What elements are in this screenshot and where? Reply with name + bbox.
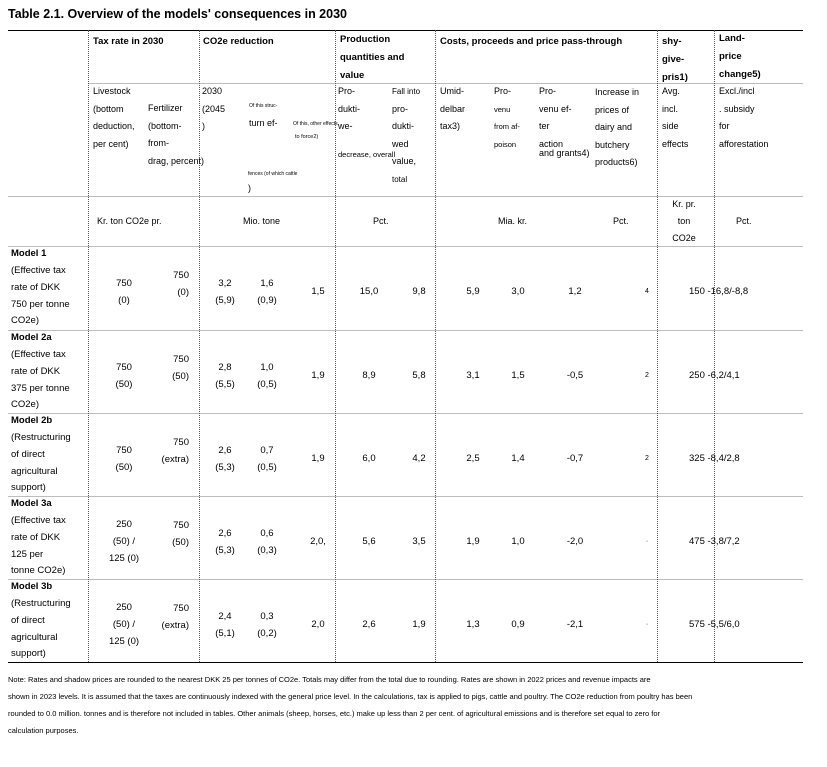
subheader-line: side [662, 121, 679, 131]
cell-umid [466, 283, 479, 300]
cell-proceeds-after [567, 450, 583, 467]
subheader-line: ) [202, 121, 205, 131]
subheader-proceeds [494, 83, 520, 153]
unit-line: Kr. pr. [672, 199, 696, 209]
cell-proceeds-after [567, 616, 583, 633]
subheader-co2-struct: turn ef- [249, 118, 278, 128]
cell-proceeds [511, 616, 524, 633]
cell-proceeds-after-line: -2,0 [566, 536, 584, 547]
subheader-co2-struct-title: Of this struc- [249, 103, 278, 109]
header-shadow [662, 33, 688, 87]
cell-proceeds-line: 0,9 [511, 619, 525, 630]
subheader-line: butchery [595, 139, 630, 150]
cell-co2-struct-line: 0,3 [260, 610, 274, 622]
subheader-line: per cent) [93, 138, 129, 149]
cell-fertilizer-line: (50) [172, 370, 189, 382]
cell-fertilizer-line: 750 [173, 353, 189, 365]
cell-fertilizer [172, 517, 189, 551]
col-sep-costs [435, 30, 436, 662]
subheader-line: total [392, 174, 408, 184]
cell-livestock-line: 250 [116, 519, 132, 530]
subheader-line: action [539, 138, 564, 149]
cell-fertilizer [162, 434, 189, 468]
table-note [8, 671, 798, 739]
cell-proceeds [511, 533, 524, 550]
subheader-line: venu [494, 104, 511, 114]
note-line: shown in 2023 levels. It is assumed that the taxes are continuously indexed with the general price level. In the calculations, tax is applied to pigs, cattle and poultry. The CO2e reduction from poultry has been [8, 692, 693, 701]
subheader-line: 2030 [202, 86, 223, 96]
cell-livestock [109, 599, 139, 650]
cell-co2-struct-line: (0,2) [257, 627, 277, 639]
cell-prod-fall-line: 1,9 [412, 619, 426, 630]
cell-umid-line: 1,3 [466, 619, 480, 630]
cell-proceeds [511, 283, 524, 300]
cell-umid [466, 616, 479, 633]
header-shadow-line: shy- [662, 36, 682, 47]
model-name [11, 581, 52, 592]
cell-livestock-line: 125 (0) [108, 553, 140, 564]
cell-shadow-land [689, 283, 748, 300]
cell-co2-total-line: 2,4 [218, 610, 232, 622]
model-description-line: CO2e) [11, 315, 39, 327]
cell-livestock [116, 359, 133, 393]
header-shadow-line: pris1) [662, 72, 688, 83]
rule-model-1 [8, 330, 803, 331]
subheader-co2-2030 [202, 83, 225, 136]
header-production-line: Production [340, 34, 391, 45]
table-title: Table 2.1. Overview of the models' consequences in 2030 [8, 7, 347, 21]
cell-umid [466, 367, 479, 384]
cell-livestock-line: 750 [116, 277, 132, 289]
cell-increase-line: · [645, 538, 649, 545]
cell-shadow-land [689, 450, 740, 467]
subheader-line: venu ef- [539, 103, 572, 114]
cell-co2-other-line: 2,0 [311, 619, 325, 630]
cell-co2-struct-line: (0,5) [257, 461, 277, 473]
cell-livestock-line: (50) / [112, 619, 136, 630]
cell-proceeds-after [567, 533, 583, 550]
subheader-co2-fences: fences (of which cattle [248, 171, 298, 177]
cell-co2-struct-line: 1,6 [260, 277, 274, 289]
cell-fertilizer-line: 750 [173, 602, 189, 614]
cell-co2-other-line: 2,0, [310, 536, 326, 547]
subheader-line: Pro- [494, 86, 512, 96]
cell-increase [645, 367, 649, 384]
cell-proceeds-after-line: 1,2 [568, 286, 582, 297]
subheader-line: Livestock [93, 86, 131, 96]
unit-co2: Mio. tone [243, 216, 281, 226]
model-description-line: rate of DKK [11, 531, 61, 543]
cell-proceeds-line: 1,5 [511, 370, 525, 381]
subheader-line: dukti- [338, 103, 361, 114]
cell-fertilizer-line: 750 [173, 269, 189, 281]
rule-model-3a [8, 579, 803, 580]
col-sep-tax [88, 30, 89, 662]
model-name-line: Model 2a [11, 332, 52, 343]
cell-shadow-land-line: 250 -6,2/4,1 [689, 370, 740, 381]
cell-livestock-line: (0) [118, 294, 130, 306]
model-description-line: 375 per tonne [11, 382, 70, 394]
cell-prod-decrease-line: 6,0 [362, 453, 376, 464]
model-description-line: rate of DKK [11, 365, 61, 377]
cell-fertilizer [162, 600, 189, 634]
cell-livestock [116, 442, 133, 476]
subheader-line: delbar [440, 103, 466, 114]
cell-umid-line: 5,9 [466, 286, 480, 297]
subheader-line: (bottom [93, 103, 124, 114]
model-description [11, 347, 70, 414]
subheader-line: from- [148, 138, 169, 148]
header-production [340, 31, 404, 85]
subheader-livestock [93, 83, 135, 153]
header-land-line: Land- [719, 33, 745, 44]
cell-co2-total [215, 525, 235, 559]
cell-co2-total-line: (5,1) [215, 627, 235, 639]
cell-co2-total [215, 359, 235, 393]
cell-co2-total-line: 2,8 [218, 361, 232, 373]
cell-prod-fall [412, 367, 425, 384]
cell-livestock-line: 250 [116, 602, 132, 613]
cell-co2-total [215, 442, 235, 476]
note-line: calculation purposes. [8, 726, 79, 735]
cell-fertilizer [173, 267, 189, 301]
model-description-line: support) [11, 482, 46, 494]
model-description-line: (Effective tax [11, 515, 66, 526]
header-land-line: price [719, 51, 742, 62]
subheader-line: afforestation [719, 138, 769, 149]
cell-proceeds-after-line: -2,1 [566, 619, 584, 630]
subheader-line: Excl./incl [719, 86, 755, 96]
subheader-line: (2045 [202, 103, 226, 114]
model-description-line: (Effective tax [11, 265, 66, 276]
model-name [11, 248, 46, 259]
cell-co2-other-line: 1,9 [311, 453, 325, 464]
cell-co2-total-line: (5,5) [215, 378, 235, 390]
cell-umid-line: 2,5 [466, 453, 480, 464]
header-land-line: change5) [719, 69, 761, 80]
cell-livestock-line: 750 [116, 361, 132, 373]
cell-prod-decrease-line: 15,0 [359, 286, 379, 297]
cell-prod-fall [412, 283, 425, 300]
cell-proceeds-line: 3,0 [511, 286, 525, 297]
subheader-increase [595, 84, 639, 172]
unit-increase: Pct. [613, 216, 629, 226]
subheader-co2-other: Of this, other effects [293, 121, 338, 127]
model-name [11, 498, 52, 509]
cell-proceeds [511, 367, 524, 384]
model-description-line: agricultural [11, 465, 58, 477]
subheader-line: drag, percent) [148, 155, 205, 166]
cell-umid-line: 3,1 [466, 370, 480, 381]
cell-prod-decrease [360, 283, 379, 300]
cell-increase [645, 450, 649, 467]
cell-co2-struct-line: 1,0 [260, 361, 274, 373]
cell-co2-total [215, 275, 235, 309]
subheader-line: Pro- [338, 86, 356, 96]
model-name-line: Model 2b [11, 415, 53, 426]
model-description-line: (Restructuring [11, 432, 71, 443]
subheader-line: Increase in [595, 87, 640, 97]
cell-proceeds-line: 1,0 [511, 536, 525, 547]
cell-livestock-line: (50) [115, 378, 133, 390]
cell-fertilizer-line: (extra) [161, 619, 189, 631]
cell-increase-line: 2 [645, 455, 649, 462]
cell-co2-struct-line: 0,7 [260, 444, 274, 456]
subheader-line: dukti- [392, 121, 415, 131]
header-shadow-line: give- [662, 54, 685, 65]
subheader-co2-struct-paren: ) [248, 183, 251, 193]
header-tax: Tax rate in 2030 [93, 36, 164, 47]
subheader-prod-decrease-2: decrease, overall [338, 150, 396, 159]
model-description-line: tonne CO2e) [11, 565, 66, 577]
cell-proceeds [511, 450, 524, 467]
cell-shadow-land-line: 150 -16,8/-8,8 [689, 286, 749, 297]
cell-umid-line: 1,9 [466, 536, 480, 547]
cell-co2-other-line: 1,5 [311, 286, 325, 297]
cell-co2-struct [257, 275, 277, 309]
subheader-line: Avg. [662, 86, 680, 96]
note-line: rounded to 0.0 million. tonnes and is therefore not included in tables. Other animals (sheep, horses, etc.) make up less than 2 per cent. of agricultural emissions and is therefore set equal to zero for [8, 709, 661, 718]
cell-shadow-land-line: 325 -8,4/2,8 [689, 453, 740, 464]
subheader-line: . subsidy [719, 103, 755, 114]
rule-top [8, 30, 803, 31]
col-sep-shadow [657, 30, 658, 662]
header-production-line: quantities and [340, 52, 405, 63]
model-description-line: (Effective tax [11, 349, 66, 360]
cell-prod-decrease-line: 8,9 [362, 370, 376, 381]
unit-line: CO2e [672, 233, 696, 243]
model-description-line: support) [11, 648, 46, 660]
subheader-proceeds-after [539, 83, 572, 153]
unit-shadow [672, 196, 696, 247]
rule-model-2b [8, 496, 803, 497]
cell-prod-decrease [362, 450, 375, 467]
subheader-line: poison [494, 139, 517, 149]
cell-co2-other-line: 1,9 [311, 370, 325, 381]
subheader-line: ter [539, 121, 550, 131]
cell-increase-line: 2 [645, 372, 649, 379]
cell-co2-other [311, 450, 324, 467]
model-description-line: of direct [11, 448, 45, 460]
model-name-line: Model 1 [11, 248, 47, 259]
model-description [11, 513, 66, 580]
subheader-line: products6) [595, 157, 638, 167]
cell-co2-struct-line: 0,6 [260, 527, 274, 539]
model-description [11, 430, 71, 497]
cell-livestock-line: 125 (0) [108, 636, 140, 647]
cell-co2-total-line: (5,3) [215, 461, 235, 473]
subheader-line: (bottom- [148, 120, 182, 131]
cell-fertilizer-line: 750 [173, 519, 189, 531]
model-description-line: 125 per [11, 548, 44, 560]
cell-increase [645, 283, 649, 300]
subheader-line: pro- [392, 103, 409, 114]
cell-prod-fall [412, 616, 425, 633]
cell-co2-struct-line: (0,3) [257, 544, 277, 556]
cell-shadow-land [689, 616, 740, 633]
subheader-line: Fertilizer [148, 103, 183, 113]
cell-proceeds-after-line: -0,5 [566, 370, 584, 381]
subheader-proceeds-after-2: and grants4) [539, 148, 590, 158]
subheader-line: tax3) [440, 121, 461, 131]
unit-land: Pct. [736, 216, 752, 226]
subheader-land [719, 83, 768, 153]
cell-shadow-land-line: 475 -3,8/7,2 [689, 536, 740, 547]
cell-fertilizer-line: 750 [173, 436, 189, 448]
subheader-line: for [719, 121, 730, 131]
subheader-line: Fall into [392, 87, 421, 96]
unit-tax: Kr. ton CO2e pr. [97, 216, 162, 226]
cell-prod-decrease [362, 533, 375, 550]
cell-umid [466, 450, 479, 467]
cell-co2-struct-line: (0,5) [257, 378, 277, 390]
subheader-prod-fall [392, 83, 420, 188]
subheader-prod-decrease [338, 83, 360, 136]
rule-bottom [8, 662, 803, 663]
subheader-line: deduction, [93, 121, 135, 131]
col-sep-land [714, 30, 715, 662]
header-costs: Costs, proceeds and price pass-through [440, 36, 623, 47]
unit-line: ton [677, 216, 691, 226]
header-land [719, 30, 761, 84]
cell-proceeds-after [567, 367, 583, 384]
cell-fertilizer-line: (50) [172, 536, 189, 548]
cell-prod-decrease-line: 2,6 [362, 619, 376, 630]
subheader-line: dairy and [595, 122, 633, 132]
subheader-umid [440, 83, 465, 136]
header-production-line: value [340, 70, 365, 81]
cell-co2-other [311, 367, 324, 384]
cell-co2-total-line: 3,2 [218, 277, 232, 289]
unit-costs: Mia. kr. [498, 216, 528, 226]
cell-co2-total [215, 608, 235, 642]
cell-livestock-line: (50) [115, 461, 133, 473]
subheader-line: from af- [494, 122, 520, 131]
cell-increase-line: · [645, 621, 649, 628]
model-name [11, 332, 52, 343]
subheader-line: Umid- [440, 86, 464, 96]
model-description-line: CO2e) [11, 399, 39, 411]
cell-co2-other [311, 616, 324, 633]
unit-prod: Pct. [373, 216, 389, 226]
cell-fertilizer [172, 351, 189, 385]
cell-shadow-land-line: 575 -5,5/6,0 [689, 619, 740, 630]
subheader-fertilizer [148, 100, 204, 170]
model-description-line: (Restructuring [11, 598, 71, 609]
model-description [11, 596, 71, 663]
subheader-line: prices of [595, 104, 630, 115]
cell-prod-fall-line: 9,8 [412, 286, 426, 297]
cell-increase-line: 4 [645, 288, 649, 295]
cell-prod-fall-line: 3,5 [412, 536, 426, 547]
subheader-line: we- [338, 121, 353, 131]
cell-prod-decrease [362, 367, 375, 384]
cell-prod-fall-line: 4,2 [412, 453, 426, 464]
subheader-co2-other-2: to force2) [295, 134, 319, 140]
cell-co2-struct [257, 359, 277, 393]
model-name [11, 415, 52, 426]
cell-co2-other [310, 533, 326, 550]
cell-co2-struct [257, 608, 277, 642]
cell-co2-struct [257, 442, 277, 476]
subheader-shadow [662, 83, 688, 153]
cell-shadow-land [689, 367, 740, 384]
cell-shadow-land [689, 533, 740, 550]
model-name-line: Model 3a [11, 498, 52, 509]
cell-co2-total-line: (5,3) [215, 544, 235, 556]
cell-fertilizer-line: (extra) [161, 453, 189, 465]
cell-prod-fall-line: 5,8 [412, 370, 426, 381]
cell-co2-total-line: 2,6 [218, 527, 232, 539]
cell-prod-fall [412, 450, 425, 467]
header-co2: CO2e reduction [203, 36, 274, 47]
subheader-line: wed [392, 138, 409, 149]
model-name-line: Model 3b [11, 581, 53, 592]
cell-fertilizer-line: (0) [177, 286, 189, 298]
cell-livestock [109, 516, 139, 567]
rule-model-2a [8, 413, 803, 414]
cell-prod-decrease-line: 5,6 [362, 536, 376, 547]
model-description [11, 263, 70, 330]
cell-proceeds-after [568, 283, 581, 300]
cell-co2-other [311, 283, 324, 300]
model-description-line: agricultural [11, 631, 58, 643]
cell-increase [646, 533, 648, 550]
cell-co2-total-line: (5,9) [215, 294, 235, 306]
subheader-line: incl. [662, 103, 679, 114]
cell-proceeds-line: 1,4 [511, 453, 525, 464]
cell-proceeds-after-line: -0,7 [566, 453, 584, 464]
cell-co2-struct-line: (0,9) [257, 294, 277, 306]
cell-co2-struct [257, 525, 277, 559]
subheader-line: effects [662, 138, 689, 149]
model-description-line: of direct [11, 614, 45, 626]
note-line: Note: Rates and shadow prices are rounded to the nearest DKK 25 per tonnes of CO2e. Totals may differ from the total due to rounding. Rates are shown in 2022 prices and revenue impacts are [8, 675, 651, 684]
cell-livestock [116, 275, 132, 309]
cell-prod-fall [412, 533, 425, 550]
subheader-line: value, [392, 156, 417, 166]
cell-livestock-line: (50) / [112, 536, 136, 547]
model-description-line: rate of DKK [11, 281, 61, 293]
cell-umid [466, 533, 479, 550]
cell-increase [646, 616, 648, 633]
cell-co2-total-line: 2,6 [218, 444, 232, 456]
cell-livestock-line: 750 [116, 444, 132, 456]
subheader-line: Pro- [539, 86, 557, 96]
cell-prod-decrease [362, 616, 375, 633]
model-description-line: 750 per tonne [11, 298, 70, 310]
